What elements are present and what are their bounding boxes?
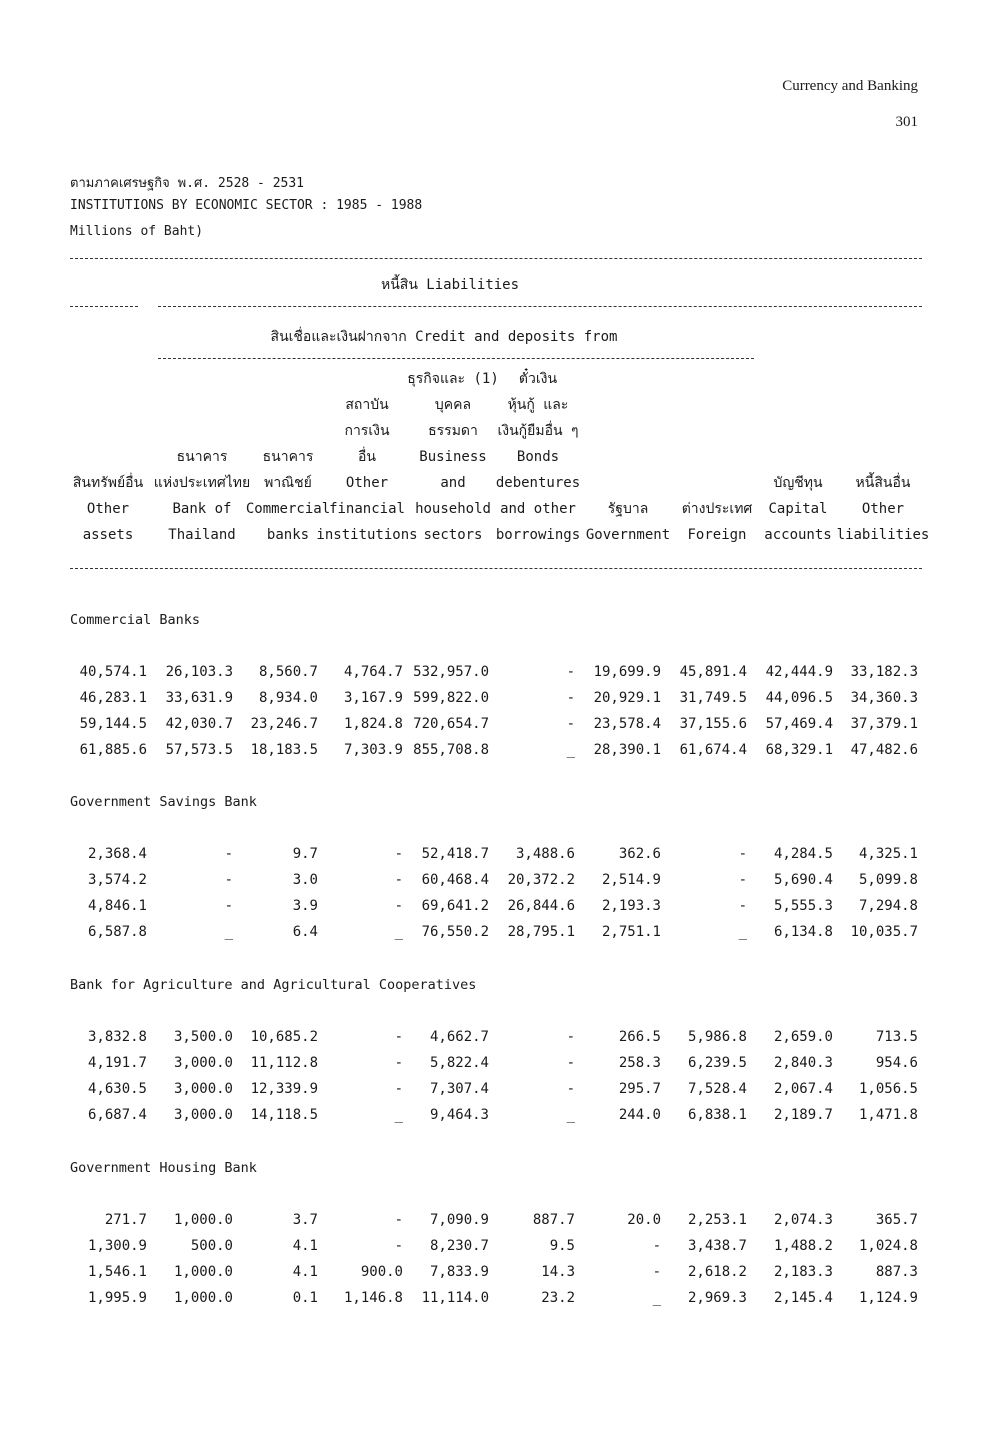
table-unit: Millions of Baht) [70, 224, 204, 239]
page-number: 301 [895, 114, 918, 130]
table-cell: 3,438.7 [687, 1238, 747, 1254]
table-cell: 40,574.1 [79, 664, 147, 680]
table-row [0, 872, 990, 898]
table-cell: - [566, 1029, 575, 1045]
table-cell: 61,885.6 [79, 742, 147, 758]
table-cell: 887.7 [532, 1212, 575, 1228]
table-cell: 1,146.8 [343, 1290, 403, 1306]
table-row [0, 1081, 990, 1107]
table-cell: 258.3 [618, 1055, 661, 1071]
column-header-line: sectors [423, 527, 483, 543]
table-cell: _ [652, 1290, 661, 1306]
table-cell: 9,464.3 [429, 1107, 489, 1123]
table-cell: 3,488.6 [515, 846, 575, 862]
table-cell: 20,929.1 [593, 690, 661, 706]
table-cell: 8,560.7 [258, 664, 318, 680]
table-cell: 7,528.4 [687, 1081, 747, 1097]
table-cell: 2,189.7 [773, 1107, 833, 1123]
table-cell: _ [394, 1107, 403, 1123]
table-cell: 8,934.0 [258, 690, 318, 706]
column-header-line: household [415, 501, 491, 517]
table-cell: 3,000.0 [173, 1081, 233, 1097]
table-cell: 61,674.4 [679, 742, 747, 758]
table-row [0, 1029, 990, 1055]
column-header-line: หนี้สินอื่น [855, 475, 911, 491]
column-header-line: หุ้นกู้ และ [507, 397, 569, 413]
column-header-line: ต่างประเทศ [681, 501, 753, 517]
header-bottom-rule [70, 568, 922, 569]
table-cell: - [566, 690, 575, 706]
table-row [0, 742, 990, 768]
table-cell: 3,574.2 [87, 872, 147, 888]
table-cell: 42,444.9 [765, 664, 833, 680]
table-cell: - [394, 1081, 403, 1097]
table-cell: 2,969.3 [687, 1290, 747, 1306]
table-cell: 2,840.3 [773, 1055, 833, 1071]
column-header-line: institutions [316, 527, 418, 543]
column-header-line: บัญชีทุน [773, 475, 823, 491]
table-cell: 4,662.7 [429, 1029, 489, 1045]
column-header-line: ธุรกิจและ (1) [407, 371, 499, 387]
table-cell: 10,685.2 [250, 1029, 318, 1045]
table-cell: _ [566, 1107, 575, 1123]
table-cell: 365.7 [875, 1212, 918, 1228]
table-cell: 2,145.4 [773, 1290, 833, 1306]
table-row [0, 1107, 990, 1133]
table-cell: 4,846.1 [87, 898, 147, 914]
table-cell: 3,832.8 [87, 1029, 147, 1045]
table-cell: - [652, 1264, 661, 1280]
table-cell: 599,822.0 [413, 690, 489, 706]
table-cell: - [394, 872, 403, 888]
column-header-line: Other [345, 475, 389, 491]
table-cell: - [566, 1055, 575, 1071]
table-cell: - [566, 1081, 575, 1097]
table-cell: 26,103.3 [165, 664, 233, 680]
table-cell: - [566, 664, 575, 680]
column-header-line: สินทรัพย์อื่น [72, 475, 144, 491]
table-cell: 4,191.7 [87, 1055, 147, 1071]
table-cell: 12,339.9 [250, 1081, 318, 1097]
column-header-line: สถาบัน [345, 397, 389, 413]
column-header-line: ธนาคาร [262, 449, 314, 465]
table-cell: 3,500.0 [173, 1029, 233, 1045]
table-cell: _ [738, 924, 747, 940]
table-cell: 57,573.5 [165, 742, 233, 758]
table-cell: 37,155.6 [679, 716, 747, 732]
table-cell: - [394, 1212, 403, 1228]
table-cell: 47,482.6 [850, 742, 918, 758]
table-cell: 1,000.0 [173, 1264, 233, 1280]
credit-rule [158, 358, 754, 359]
table-cell: 52,418.7 [421, 846, 489, 862]
table-cell: 10,035.7 [850, 924, 918, 940]
table-cell: 4.1 [292, 1238, 318, 1254]
table-row [0, 690, 990, 716]
table-cell: 7,307.4 [429, 1081, 489, 1097]
column-header-line: ตั๋วเงิน [518, 371, 558, 387]
table-cell: 9.7 [292, 846, 318, 862]
column-header-line: ธนาคาร [176, 449, 228, 465]
table-title-english: INSTITUTIONS BY ECONOMIC SECTOR : 1985 - 1988 [70, 198, 423, 213]
table-cell: 59,144.5 [79, 716, 147, 732]
table-cell: - [394, 1029, 403, 1045]
table-cell: 45,891.4 [679, 664, 747, 680]
table-row [0, 846, 990, 872]
table-cell: 3,000.0 [173, 1055, 233, 1071]
table-cell: 1,000.0 [173, 1290, 233, 1306]
table-row [0, 1290, 990, 1316]
table-cell: _ [566, 742, 575, 758]
column-header-line: รัฐบาล [607, 501, 649, 517]
table-cell: 4,630.5 [87, 1081, 147, 1097]
table-cell: 900.0 [360, 1264, 403, 1280]
table-cell: 76,550.2 [421, 924, 489, 940]
table-cell: 3,167.9 [343, 690, 403, 706]
table-cell: 2,368.4 [87, 846, 147, 862]
column-header-line: Business [419, 449, 487, 465]
column-header-line: บุคคล [434, 397, 472, 413]
table-row [0, 1212, 990, 1238]
running-head: Currency and Banking [782, 78, 918, 94]
table-cell: - [394, 846, 403, 862]
table-cell: 11,112.8 [250, 1055, 318, 1071]
table-cell: 720,654.7 [413, 716, 489, 732]
table-cell: 34,360.3 [850, 690, 918, 706]
liabilities-rule [158, 306, 922, 307]
table-cell: 11,114.0 [421, 1290, 489, 1306]
section-title: Commercial Banks [70, 612, 201, 628]
table-cell: 887.3 [875, 1264, 918, 1280]
table-title-thai: ตามภาคเศรษฐกิจ พ.ศ. 2528 - 2531 [70, 176, 305, 191]
table-cell: 1,488.2 [773, 1238, 833, 1254]
table-cell: 244.0 [618, 1107, 661, 1123]
column-header-line: การเงิน [344, 423, 390, 439]
liabilities-heading: หนี้สิน Liabilities [380, 277, 520, 293]
table-cell: 0.1 [292, 1290, 318, 1306]
table-cell: 14,118.5 [250, 1107, 318, 1123]
table-cell: - [738, 846, 747, 862]
column-header-line: เงินกู้ยืมอื่น ๆ [497, 423, 579, 439]
table-cell: 1,471.8 [858, 1107, 918, 1123]
table-cell: 7,090.9 [429, 1212, 489, 1228]
table-cell: 6,134.8 [773, 924, 833, 940]
table-cell: 1,546.1 [87, 1264, 147, 1280]
column-header-line: liabilities [836, 527, 930, 543]
table-cell: 271.7 [104, 1212, 147, 1228]
table-cell: 23,246.7 [250, 716, 318, 732]
table-cell: - [738, 898, 747, 914]
column-header-line: Capital [768, 501, 828, 517]
table-cell: 28,390.1 [593, 742, 661, 758]
table-cell: 362.6 [618, 846, 661, 862]
table-cell: 31,749.5 [679, 690, 747, 706]
table-cell: 4,764.7 [343, 664, 403, 680]
table-row [0, 716, 990, 742]
table-cell: 1,995.9 [87, 1290, 147, 1306]
table-cell: 266.5 [618, 1029, 661, 1045]
table-cell: - [652, 1238, 661, 1254]
table-cell: 33,631.9 [165, 690, 233, 706]
column-header-line: and [440, 475, 466, 491]
table-cell: 37,379.1 [850, 716, 918, 732]
table-cell: 1,056.5 [858, 1081, 918, 1097]
table-cell: 295.7 [618, 1081, 661, 1097]
table-cell: 532,957.0 [413, 664, 489, 680]
table-cell: 3.9 [292, 898, 318, 914]
table-cell: 2,074.3 [773, 1212, 833, 1228]
column-header-line: ธรรมดา [428, 423, 478, 439]
table-cell: 44,096.5 [765, 690, 833, 706]
table-cell: 6,838.1 [687, 1107, 747, 1123]
table-cell: 7,303.9 [343, 742, 403, 758]
column-header-line: financial [329, 501, 405, 517]
assets-rule [70, 306, 138, 307]
table-cell: 3,000.0 [173, 1107, 233, 1123]
column-header-line: Other [86, 501, 130, 517]
table-cell: 1,824.8 [343, 716, 403, 732]
section-title: Bank for Agriculture and Agricultural Cooperatives [70, 977, 477, 993]
table-cell: 26,844.6 [507, 898, 575, 914]
table-cell: - [224, 846, 233, 862]
table-cell: 6,687.4 [87, 1107, 147, 1123]
column-header-line: Other [861, 501, 905, 517]
column-header-line: อื่น [358, 449, 376, 465]
table-cell: 3.7 [292, 1212, 318, 1228]
table-cell: 2,514.9 [601, 872, 661, 888]
table-cell: 5,986.8 [687, 1029, 747, 1045]
table-cell: 23,578.4 [593, 716, 661, 732]
table-cell: 2,067.4 [773, 1081, 833, 1097]
table-cell: 8,230.7 [429, 1238, 489, 1254]
table-cell: 5,099.8 [858, 872, 918, 888]
table-cell: 954.6 [875, 1055, 918, 1071]
table-cell: - [394, 1238, 403, 1254]
column-header-line: debentures [495, 475, 581, 491]
table-cell: 14.3 [541, 1264, 575, 1280]
table-row [0, 1238, 990, 1264]
table-cell: 5,822.4 [429, 1055, 489, 1071]
table-cell: 2,659.0 [773, 1029, 833, 1045]
table-cell: - [738, 872, 747, 888]
top-rule [70, 258, 922, 259]
table-cell: 5,690.4 [773, 872, 833, 888]
section-title: Government Savings Bank [70, 794, 257, 810]
table-cell: 57,469.4 [765, 716, 833, 732]
table-cell: 1,000.0 [173, 1212, 233, 1228]
table-cell: _ [224, 924, 233, 940]
table-row [0, 1264, 990, 1290]
table-cell: 23.2 [541, 1290, 575, 1306]
table-cell: 42,030.7 [165, 716, 233, 732]
table-cell: 6.4 [292, 924, 318, 940]
column-header-line: and other [500, 501, 576, 517]
table-cell: 2,183.3 [773, 1264, 833, 1280]
table-cell: - [394, 898, 403, 914]
table-row [0, 664, 990, 690]
table-cell: 4,325.1 [858, 846, 918, 862]
table-cell: 1,124.9 [858, 1290, 918, 1306]
table-cell: 69,641.2 [421, 898, 489, 914]
table-cell: 33,182.3 [850, 664, 918, 680]
table-cell: 4,284.5 [773, 846, 833, 862]
table-cell: 20.0 [627, 1212, 661, 1228]
column-header-line: accounts [764, 527, 832, 543]
column-header-line: banks [266, 527, 310, 543]
table-cell: 7,294.8 [858, 898, 918, 914]
column-header-line: Bank of [172, 501, 232, 517]
column-header-line: Foreign [687, 527, 747, 543]
table-row [0, 924, 990, 950]
column-header-line: แห่งประเทศไทย [153, 475, 251, 491]
table-cell: 2,193.3 [601, 898, 661, 914]
table-cell: 60,468.4 [421, 872, 489, 888]
column-header-line: พาณิชย์ [264, 475, 312, 491]
column-header-line: Commercial [245, 501, 331, 517]
table-cell: 28,795.1 [507, 924, 575, 940]
table-cell: 68,329.1 [765, 742, 833, 758]
table-cell: 713.5 [875, 1029, 918, 1045]
credit-deposits-heading: สินเชื่อและเงินฝากจาก Credit and deposits from [270, 329, 618, 345]
table-cell: _ [394, 924, 403, 940]
table-cell: 2,253.1 [687, 1212, 747, 1228]
table-cell: - [224, 872, 233, 888]
table-cell: - [224, 898, 233, 914]
table-cell: 7,833.9 [429, 1264, 489, 1280]
column-header-line: Thailand [168, 527, 236, 543]
table-cell: 46,283.1 [79, 690, 147, 706]
table-cell: 5,555.3 [773, 898, 833, 914]
table-row [0, 1055, 990, 1081]
table-cell: 18,183.5 [250, 742, 318, 758]
table-cell: 500.0 [190, 1238, 233, 1254]
table-cell: 1,300.9 [87, 1238, 147, 1254]
table-cell: 2,751.1 [601, 924, 661, 940]
table-cell: - [394, 1055, 403, 1071]
table-cell: - [566, 716, 575, 732]
table-cell: 6,587.8 [87, 924, 147, 940]
column-header-line: Bonds [516, 449, 560, 465]
table-cell: 4.1 [292, 1264, 318, 1280]
column-header-line: Government [585, 527, 671, 543]
table-cell: 6,239.5 [687, 1055, 747, 1071]
column-header-line: assets [82, 527, 134, 543]
column-header-10 [828, 470, 938, 548]
table-cell: 19,699.9 [593, 664, 661, 680]
table-cell: 9.5 [549, 1238, 575, 1254]
table-cell: 2,618.2 [687, 1264, 747, 1280]
table-cell: 20,372.2 [507, 872, 575, 888]
table-row [0, 898, 990, 924]
column-header-line: borrowings [495, 527, 581, 543]
section-title: Government Housing Bank [70, 1160, 257, 1176]
table-cell: 1,024.8 [858, 1238, 918, 1254]
table-cell: 3.0 [292, 872, 318, 888]
table-cell: 855,708.8 [413, 742, 489, 758]
